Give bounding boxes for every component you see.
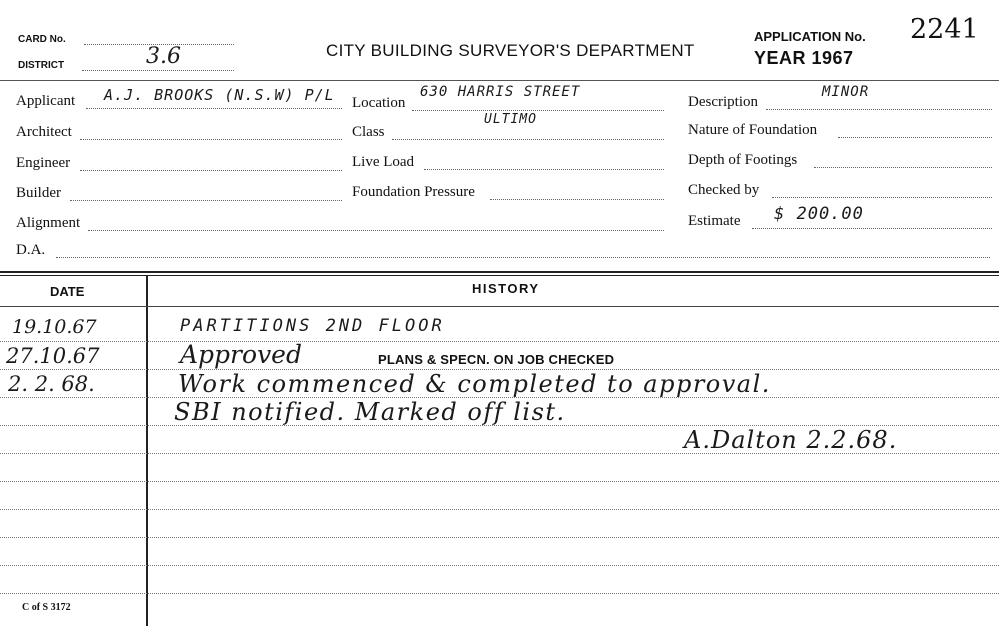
history-row-3-text: Work commenced & completed to approval. [178,370,771,398]
estimate-value: $ 200.00 [774,204,864,224]
nature-line [838,137,992,138]
history-top-rule-2 [0,275,999,276]
checked-by-label: Checked by [688,182,760,198]
history-header-rule [0,306,999,307]
class-line [392,139,664,140]
applicant-label: Applicant [16,93,76,109]
history-row-1-date: 19.10.67 [12,316,97,338]
depth-line [814,167,992,168]
description-value: MINOR [822,84,870,100]
description-line [766,109,992,110]
da-label: D.A. [16,242,46,258]
architect-label: Architect [16,124,72,140]
history-column-divider [146,276,148,626]
foundation-pressure-line [490,199,664,200]
history-row-1-text: PARTITIONS 2ND FLOOR [180,316,445,336]
application-label: APPLICATION No. [754,29,866,44]
estimate-line [752,228,992,229]
location-value-street: 630 HARRIS STREET [420,84,581,100]
architect-line [80,139,342,140]
history-row-4-text: SBI notified. Marked off list. [174,398,566,426]
plans-checked-stamp: PLANS & SPECN. ON JOB CHECKED [378,352,615,367]
history-column-header: HISTORY [472,281,540,296]
district-value: 3.6 [146,44,181,69]
applicant-value: A.J. BROOKS (N.S.W) P/L [104,86,335,104]
engineer-line [80,170,342,171]
estimate-label: Estimate [688,213,741,229]
history-row-2-text: Approved [180,340,302,369]
district-line [82,70,234,71]
engineer-label: Engineer [16,155,71,171]
alignment-label: Alignment [16,215,81,231]
checked-by-line [772,197,992,198]
class-label: Class [352,124,385,140]
history-row-2-date: 27.10.67 [6,344,100,368]
district-label: DISTRICT [18,60,65,71]
application-number: 2241 [910,14,979,45]
builder-label: Builder [16,185,61,201]
live-load-label: Live Load [352,154,415,170]
history-top-rule [0,271,999,273]
live-load-line [424,169,664,170]
da-line [56,257,990,258]
year-label: YEAR 1967 [754,48,854,68]
depth-label: Depth of Footings [688,152,798,168]
foundation-pressure-label: Foundation Pressure [352,184,475,200]
nature-label: Nature of Foundation [688,122,818,138]
date-column-header: DATE [50,284,85,299]
alignment-line [88,230,664,231]
form-code: C of S 3172 [22,602,71,613]
department-title: CITY BUILDING SURVEYOR'S DEPARTMENT [326,41,695,60]
card-no-label: CARD No. [18,34,66,45]
description-label: Description [688,94,758,110]
location-label: Location [352,95,406,111]
header-divider [0,80,999,81]
location-line [412,110,664,111]
history-row-3-date: 2. 2. 68. [8,372,95,396]
location-value-suburb: ULTIMO [484,112,537,127]
builder-line [70,200,342,201]
history-signature: A.Dalton 2.2.68. [684,426,898,454]
applicant-line [86,108,342,109]
